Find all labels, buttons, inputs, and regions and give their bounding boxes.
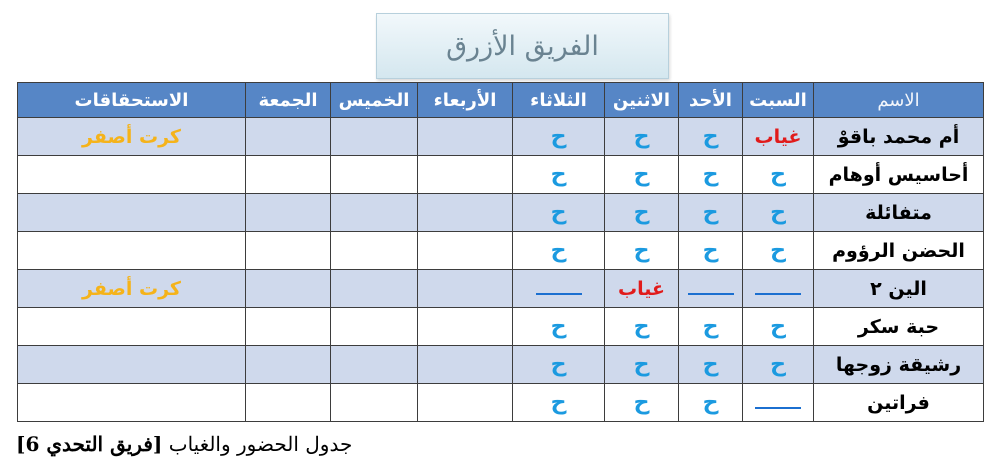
- absent-mark: غياب: [754, 125, 802, 148]
- student-name: الحضن الرؤوم: [814, 232, 984, 270]
- attendance-cell-fri: [246, 156, 331, 194]
- attendance-cell-sun: [679, 270, 743, 308]
- attendance-cell-sat: [743, 118, 814, 156]
- attendance-cell-thu: [331, 232, 418, 270]
- attendance-cell-sun: [679, 194, 743, 232]
- attendance-cell-mon: [605, 384, 679, 422]
- attendance-cell-tue: [513, 346, 605, 384]
- table-row: [18, 232, 984, 270]
- student-name: فراتين: [814, 384, 984, 422]
- present-mark: ح: [633, 200, 650, 225]
- attendance-cell-sat: [743, 346, 814, 384]
- attendance-cell-mon: [605, 194, 679, 232]
- attendance-cell-wed: [418, 156, 513, 194]
- header-sat: السبت: [743, 83, 814, 118]
- attendance-cell-wed: [418, 308, 513, 346]
- no-record-mark: [688, 279, 734, 295]
- attendance-cell-wed: [418, 194, 513, 232]
- present-mark: ح: [702, 238, 719, 263]
- student-name: أحاسيس أوهام: [814, 156, 984, 194]
- attendance-cell-sat: [743, 384, 814, 422]
- attendance-cell-sun: [679, 118, 743, 156]
- header-entitlements: الاستحقاقات: [18, 83, 246, 118]
- present-mark: ح: [702, 124, 719, 149]
- attendance-cell-mon: [605, 118, 679, 156]
- caption-team: [فريق التحدي 6]: [16, 432, 163, 456]
- attendance-cell-mon: [605, 232, 679, 270]
- present-mark: ح: [702, 162, 719, 187]
- present-mark: ح: [550, 352, 567, 377]
- present-mark: ح: [770, 314, 786, 339]
- attendance-cell-sat: [743, 194, 814, 232]
- present-mark: ح: [770, 200, 786, 225]
- present-mark: ح: [702, 200, 719, 225]
- table-row: [18, 156, 984, 194]
- attendance-cell-fri: [246, 270, 331, 308]
- header-name: الاسم: [814, 83, 984, 118]
- header-row: [18, 83, 984, 118]
- attendance-cell-tue: [513, 270, 605, 308]
- attendance-cell-mon: [605, 156, 679, 194]
- header-mon: الاثنين: [605, 83, 679, 118]
- table-body: [18, 118, 984, 422]
- attendance-cell-mon: [605, 270, 679, 308]
- student-name: متفائلة: [814, 194, 984, 232]
- student-name: رشيقة زوجها: [814, 346, 984, 384]
- no-record-mark: [755, 279, 801, 295]
- entitlement-cell: [18, 156, 246, 194]
- attendance-cell-fri: [246, 232, 331, 270]
- present-mark: ح: [550, 162, 567, 187]
- attendance-cell-mon: [605, 346, 679, 384]
- caption-text: جدول الحضور والغياب: [168, 432, 353, 456]
- no-record-mark: [536, 279, 582, 295]
- yellow-card-label: كرت أصفر: [82, 277, 181, 300]
- attendance-cell-tue: [513, 384, 605, 422]
- team-title: الفريق الأزرق: [376, 13, 669, 79]
- attendance-cell-fri: [246, 308, 331, 346]
- attendance-cell-sat: [743, 232, 814, 270]
- table-row: [18, 118, 984, 156]
- attendance-cell-sat: [743, 308, 814, 346]
- table-row: [18, 346, 984, 384]
- no-record-mark: [755, 393, 801, 409]
- present-mark: ح: [633, 162, 650, 187]
- attendance-cell-fri: [246, 118, 331, 156]
- attendance-cell-tue: [513, 308, 605, 346]
- attendance-cell-sat: [743, 270, 814, 308]
- table-row: [18, 270, 984, 308]
- present-mark: ح: [633, 314, 650, 339]
- present-mark: ح: [633, 352, 650, 377]
- student-name: حبة سكر: [814, 308, 984, 346]
- attendance-cell-mon: [605, 308, 679, 346]
- entitlement-cell: [18, 346, 246, 384]
- header-fri: الجمعة: [246, 83, 331, 118]
- present-mark: ح: [770, 352, 786, 377]
- entitlement-cell: [18, 308, 246, 346]
- header-wed: الأربعاء: [418, 83, 513, 118]
- attendance-cell-tue: [513, 232, 605, 270]
- attendance-cell-thu: [331, 384, 418, 422]
- entitlement-cell: [18, 232, 246, 270]
- attendance-cell-wed: [418, 270, 513, 308]
- attendance-cell-tue: [513, 118, 605, 156]
- attendance-cell-thu: [331, 194, 418, 232]
- attendance-cell-thu: [331, 270, 418, 308]
- attendance-cell-tue: [513, 156, 605, 194]
- attendance-cell-wed: [418, 232, 513, 270]
- table-caption: [16, 432, 352, 456]
- present-mark: ح: [633, 390, 650, 415]
- present-mark: ح: [770, 238, 786, 263]
- present-mark: ح: [550, 124, 567, 149]
- present-mark: ح: [702, 352, 719, 377]
- attendance-cell-sun: [679, 346, 743, 384]
- table-row: [18, 384, 984, 422]
- attendance-cell-sat: [743, 156, 814, 194]
- present-mark: ح: [550, 390, 567, 415]
- header-thu: الخميس: [331, 83, 418, 118]
- header-sun: الأحد: [679, 83, 743, 118]
- present-mark: ح: [770, 162, 786, 187]
- attendance-cell-sun: [679, 384, 743, 422]
- present-mark: ح: [633, 124, 650, 149]
- entitlement-cell: [18, 194, 246, 232]
- attendance-cell-wed: [418, 346, 513, 384]
- present-mark: ح: [550, 314, 567, 339]
- entitlement-cell: [18, 118, 246, 156]
- attendance-cell-thu: [331, 156, 418, 194]
- present-mark: ح: [702, 314, 719, 339]
- attendance-table: [17, 82, 984, 422]
- attendance-cell-fri: [246, 346, 331, 384]
- present-mark: ح: [550, 200, 567, 225]
- attendance-cell-tue: [513, 194, 605, 232]
- attendance-cell-sun: [679, 156, 743, 194]
- attendance-cell-sun: [679, 308, 743, 346]
- present-mark: ح: [633, 238, 650, 263]
- attendance-cell-fri: [246, 194, 331, 232]
- entitlement-cell: [18, 384, 246, 422]
- yellow-card-label: كرت أصفر: [82, 125, 181, 148]
- attendance-cell-fri: [246, 384, 331, 422]
- present-mark: ح: [702, 390, 719, 415]
- attendance-cell-thu: [331, 346, 418, 384]
- table-row: [18, 194, 984, 232]
- student-name: أم محمد باقوْ: [814, 118, 984, 156]
- present-mark: ح: [550, 238, 567, 263]
- entitlement-cell: [18, 270, 246, 308]
- attendance-cell-sun: [679, 232, 743, 270]
- attendance-cell-wed: [418, 384, 513, 422]
- header-tue: الثلاثاء: [513, 83, 605, 118]
- absent-mark: غياب: [618, 277, 665, 300]
- student-name: الين ٢: [814, 270, 984, 308]
- attendance-cell-thu: [331, 308, 418, 346]
- attendance-cell-thu: [331, 118, 418, 156]
- attendance-cell-wed: [418, 118, 513, 156]
- table-row: [18, 308, 984, 346]
